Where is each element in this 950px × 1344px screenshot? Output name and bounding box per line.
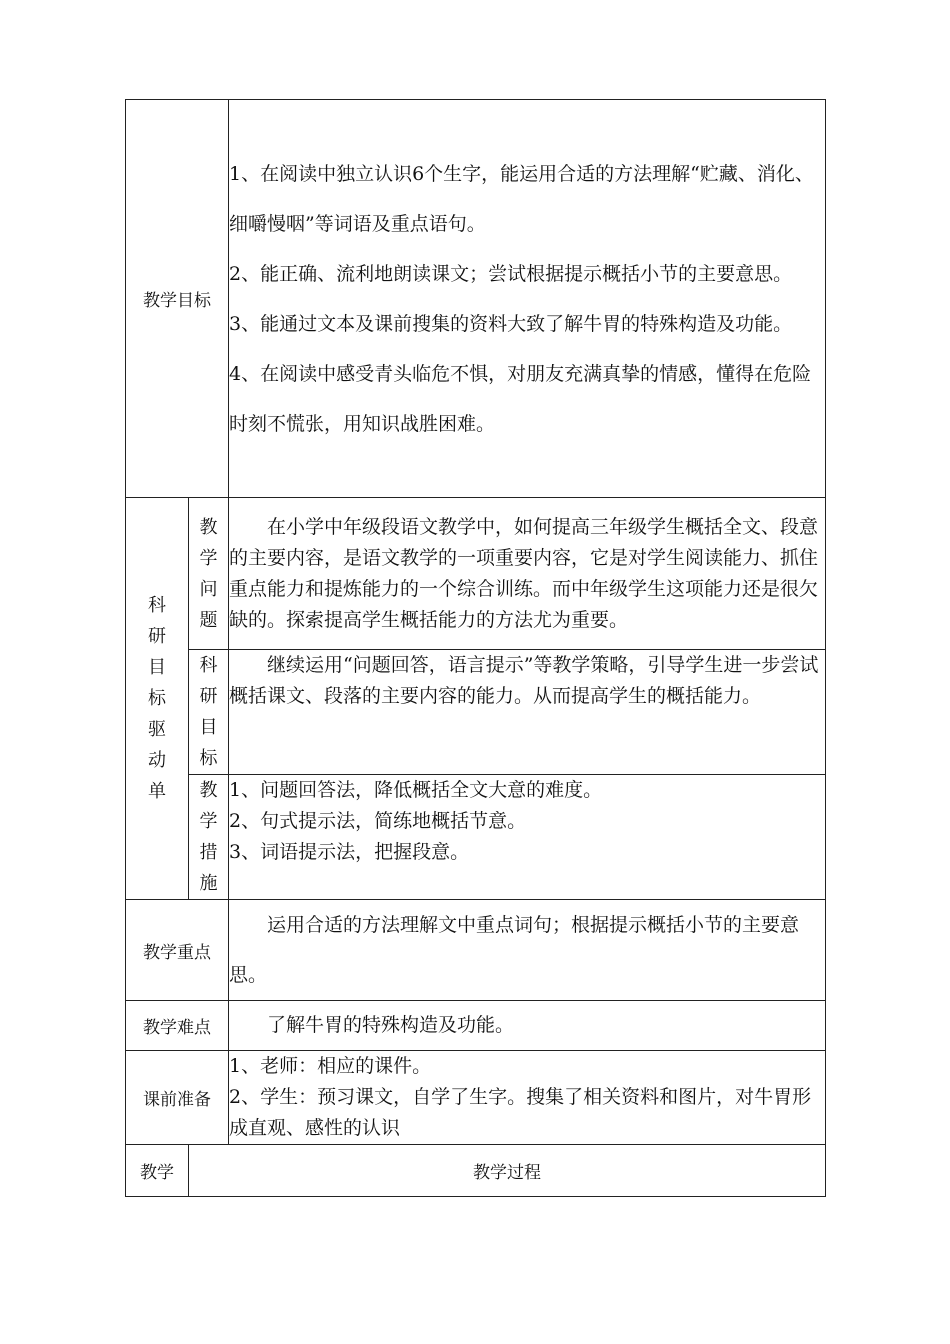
goal-item: 4、在阅读中感受青头临危不惧，对朋友充满真挚的情感，懂得在危险时刻不慌张，用知识战胜困难。 — [229, 362, 812, 435]
process-label: 教学 — [126, 1145, 189, 1197]
teaching-measures-row — [126, 775, 826, 900]
key-points-text: 运用合适的方法理解文中重点词句；根据提示概括小节的主要意思。 — [229, 914, 800, 986]
research-target-content — [229, 650, 826, 775]
research-target-row — [126, 650, 826, 775]
research-target-label: 科 研 目 标 — [189, 650, 229, 775]
preparation-content — [229, 1051, 826, 1145]
teaching-measures-label: 教 学 措 施 — [189, 775, 229, 900]
difficulties-text: 了解牛胃的特殊构造及功能。 — [267, 1014, 515, 1036]
goals-row — [126, 100, 826, 498]
key-points-content — [229, 900, 826, 1001]
measure-item: 3、词语提示法，把握段意。 — [229, 841, 470, 863]
measure-item: 1、问题回答法，降低概括全文大意的难度。 — [229, 779, 603, 801]
preparation-item: 1、老师：相应的课件。 — [229, 1055, 432, 1077]
lesson-plan-table — [125, 99, 826, 1197]
key-points-label: 教学重点 — [126, 900, 229, 1001]
process-header-row — [126, 1145, 826, 1197]
teaching-measures-content — [229, 775, 826, 900]
preparation-row — [126, 1051, 826, 1145]
teaching-problem-label: 教 学 问 题 — [189, 498, 229, 650]
goals-content — [229, 100, 826, 498]
difficulties-content — [229, 1001, 826, 1051]
difficulties-label: 教学难点 — [126, 1001, 229, 1051]
preparation-label: 课前准备 — [126, 1051, 229, 1145]
goal-item: 2、能正确、流利地朗读课文；尝试根据提示概括小节的主要意思。 — [229, 262, 793, 285]
process-header: 教学过程 — [189, 1145, 826, 1197]
research-problem-row — [126, 498, 826, 650]
preparation-item: 2、学生：预习课文，自学了生字。搜集了相关资料和图片，对牛胃形成直观、感性的认识 — [229, 1086, 812, 1139]
goal-item: 3、能通过文本及课前搜集的资料大致了解牛胃的特殊构造及功能。 — [229, 312, 793, 335]
research-target-text: 继续运用“问题回答，语言提示”等教学策略，引导学生进一步尝试概括课文、段落的主要内容的能力。从而提高学生的概括能力。 — [229, 654, 819, 707]
research-driver-label: 科 研 目 标 驱 动 单 — [126, 498, 189, 900]
teaching-problem-text: 在小学中年级段语文教学中，如何提高三年级学生概括全文、段意的主要内容，是语文教学的一项重要内容，它是对学生阅读能力、抓住重点能力和提炼能力的一个综合训练。而中年级学生这项能力还是很欠缺的。探索提高学生概括能力的方法尤为重要。 — [229, 515, 819, 631]
difficulties-row — [126, 1001, 826, 1051]
measure-item: 2、句式提示法，简练地概括节意。 — [229, 810, 527, 832]
teaching-problem-content — [229, 498, 826, 650]
goals-label: 教学目标 — [126, 100, 229, 498]
goal-item: 1、在阅读中独立认识6个生字，能运用合适的方法理解“贮藏、消化、细嚼慢咽”等词语及重点语句。 — [229, 162, 814, 235]
key-points-row — [126, 900, 826, 1001]
